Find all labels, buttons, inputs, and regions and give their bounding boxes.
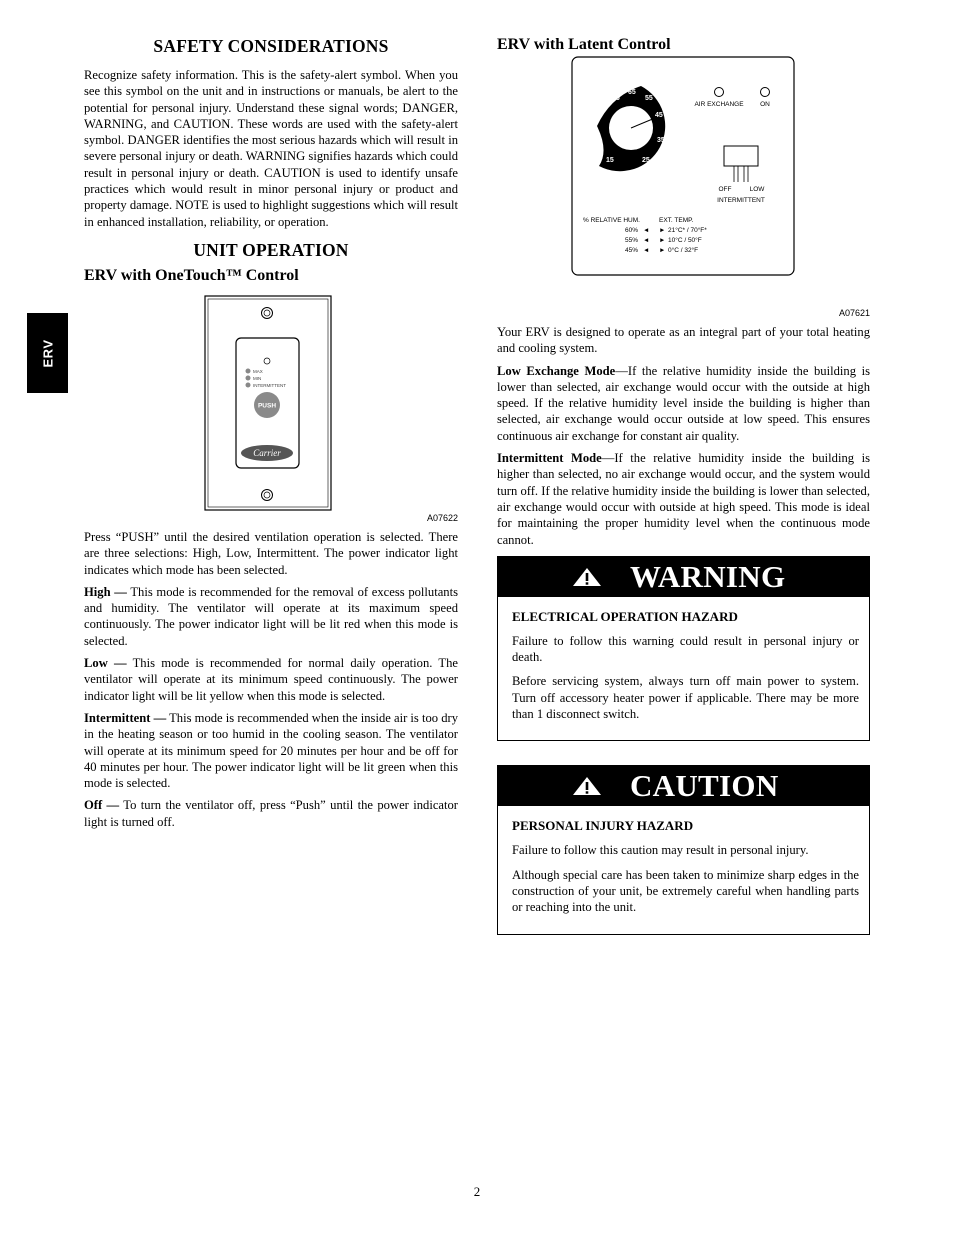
high-paragraph	[84, 584, 458, 649]
low-text: This mode is recommended for normal daily operation. The ventilator will operate at its minimum speed continuously. The power indicator light will be lit yellow when this mode is selected.	[84, 656, 458, 703]
low-exchange-lead: Low Exchange Mode	[497, 363, 616, 378]
onetouch-figure-code: A07622	[426, 512, 458, 523]
latent-figure-code: A07621	[838, 308, 870, 318]
off-label: OFF	[718, 186, 732, 193]
rh-value: 55%	[625, 237, 639, 244]
warning-word: WARNING	[630, 558, 786, 594]
safety-alert-icon	[572, 567, 602, 587]
caution-title: PERSONAL INJURY HAZARD	[512, 818, 694, 834]
side-tab-erv	[27, 313, 68, 393]
caution-body	[498, 806, 869, 933]
low-label: LOW	[749, 186, 765, 193]
side-tab-label: ERV	[40, 339, 55, 367]
temp-header: EXT. TEMP.	[659, 217, 694, 224]
dial-number: 45	[655, 112, 663, 119]
warning-title: ELECTRICAL OPERATION HAZARD	[512, 608, 738, 624]
caution-word: CAUTION	[630, 768, 779, 804]
caution-box	[497, 765, 870, 934]
warning-body	[498, 597, 869, 740]
row-arrow-right-icon: ►	[659, 247, 666, 254]
off-paragraph	[84, 797, 458, 830]
intermittent-lead: Intermittent —	[84, 710, 167, 725]
led-label-min: MIN	[253, 375, 262, 381]
led-label-max: MAX	[253, 368, 263, 374]
dial-number: 35	[657, 137, 665, 144]
row-arrow-left-icon: ◄	[643, 247, 650, 254]
low-exchange-text: —If the relative humidity inside the building is lower than selected, air exchange would occur with the outside at high speed. If the relative humidity level inside the building is higher than selected, air exchange would occur outside at low speed. This ensures continuous air exchange for constant air quality.	[497, 363, 871, 443]
left-column	[84, 36, 458, 836]
warning-box	[497, 556, 870, 741]
intermittent-label: INTERMITTENT	[717, 197, 765, 204]
carrier-logo-text: Carrier	[253, 447, 281, 458]
push-button-label: PUSH	[257, 402, 277, 410]
caution-paragraph-1: Failure to follow this caution may result in personal injury.	[512, 843, 809, 858]
temp-value: 0°C / 32°F	[668, 247, 699, 254]
low-exchange-paragraph	[497, 363, 870, 444]
high-text: This mode is recommended for the removal of excess pollutants and humidity. The ventilator will operate at its maximum speed continuously. The power indicator light will be lit red when this mode is selected.	[84, 584, 458, 648]
high-lead: High —	[84, 584, 127, 599]
dial-number: 75	[612, 95, 620, 102]
warning-banner	[498, 557, 869, 597]
intermittent-text: This mode is recommended when the inside air is too dry in the heating season or too humid in the cooling season. The ventilator will operate at its minimum speed for 20 minutes per hour and be off for 40 minutes per hour. The power indicator light will be lit green when this mode is selected.	[84, 710, 459, 791]
latent-control-figure	[497, 60, 870, 312]
dial-number: 25	[642, 157, 650, 164]
dial-number: 55	[645, 95, 653, 102]
temp-value: 21°C* / 70°F*	[668, 227, 707, 234]
dial-number: 15	[606, 157, 614, 164]
caution-banner	[498, 766, 869, 806]
mode-switch	[724, 146, 758, 166]
latent-heading: ERV with Latent Control	[497, 36, 671, 53]
temp-value: 10°C / 50°F	[668, 237, 702, 244]
rh-header: % RELATIVE HUM.	[583, 217, 640, 224]
intro-paragraph: Your ERV is designed to operate as an integral part of your total heating and cooling system.	[497, 325, 870, 356]
low-lead: Low —	[84, 656, 127, 671]
onetouch-wallplate-illustration	[204, 295, 332, 511]
unit-operation-heading: UNIT OPERATION	[193, 239, 349, 260]
onetouch-control-figure	[84, 291, 458, 511]
safety-alert-icon	[572, 776, 602, 796]
led-label-intermittent: INTERMITTENT	[253, 382, 286, 388]
intermittent-mode-paragraph	[497, 450, 870, 548]
row-arrow-right-icon: ►	[659, 237, 666, 244]
intermittent-mode-text: —If the relative humidity inside the building is higher than selected, no air exchange would occur, and the system would turn off. If the relative humidity inside the building is lower than selected, air exchange would occur with outside at high speed. This mode is ideal for maintaining the proper humidity level when the continuous mode cannot.	[497, 451, 870, 547]
latent-control-illustration	[571, 56, 795, 276]
right-column	[497, 36, 870, 959]
safety-paragraph: Recognize safety information. This is the safety‑alert symbol. When you see this symbol on the unit and in instructions or manuals, be alert to the potential for personal injury. Understand these signal words; DANGER, WARNING, and CAUTION. These words are used with the safety‑alert symbol. DANGER identifies the most serious hazards which will result in severe personal injury or death. WARNING signifies hazards which could result in personal injury or death. CAUTION is used to identify unsafe practices which would result in minor personal injury or product and property damage. NOTE is used to highlight suggestions which will result in enhanced installation, reliability, or operation.	[84, 68, 458, 229]
on-label: ON	[760, 101, 770, 108]
row-arrow-left-icon: ◄	[643, 227, 650, 234]
air-exchange-label: AIR EXCHANGE	[694, 101, 744, 108]
page-number: 2	[473, 1184, 481, 1199]
low-paragraph	[84, 655, 458, 704]
intermittent-paragraph	[84, 710, 458, 791]
warning-paragraph-2: Before servicing system, always turn off main power to system. Turn off accessory heater power if applicable. There may be more than 1 disconnect switch.	[512, 674, 859, 722]
row-arrow-left-icon: ◄	[643, 237, 650, 244]
intermittent-mode-lead: Intermittent Mode	[497, 451, 602, 466]
row-arrow-right-icon: ►	[659, 227, 666, 234]
off-lead: Off —	[84, 798, 120, 813]
rh-value: 45%	[625, 247, 639, 254]
caution-paragraph-2: Although special care has been taken to minimize sharp edges in the construction of your unit, be extremely careful when handling parts or reaching into the unit.	[512, 867, 859, 915]
warning-paragraph-1: Failure to follow this warning could result in personal injury or death.	[512, 633, 859, 665]
off-text: To turn the ventilator off, press “Push” until the power indicator light is turned off.	[84, 798, 458, 829]
onetouch-heading: ERV with OneTouch™ Control	[84, 266, 299, 284]
rh-value: 60%	[625, 227, 639, 234]
safety-heading: SAFETY CONSIDERATIONS	[153, 36, 389, 56]
dial-number: 65	[628, 89, 636, 96]
press-paragraph: Press “PUSH” until the desired ventilation operation is selected. There are three selections: High, Low, Intermittent. The power indicator light indicates which mode has been selected.	[84, 529, 458, 577]
